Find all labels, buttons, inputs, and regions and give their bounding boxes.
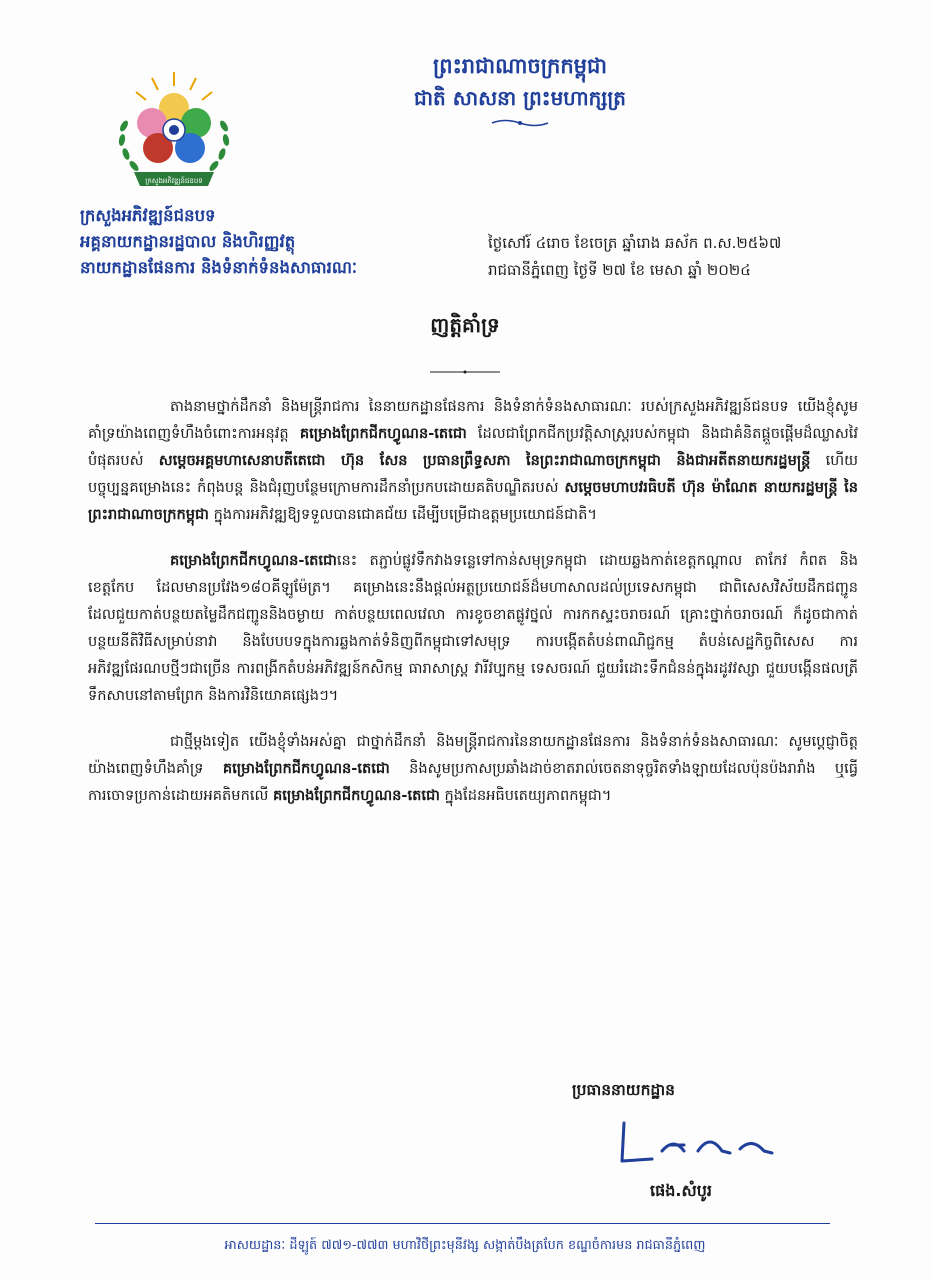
logo-ribbon-text: ក្រសួងអភិវឌ្ឍន៍ជនបទ bbox=[145, 177, 203, 185]
p1-prime-minister: សម្តេចមហាបវរធិបតី ហ៊ុន ម៉ាណែត នាយករដ្ឋមន្ត្រី នៃព្រះរាជាណាចក្រកម្ពុជា bbox=[88, 479, 858, 523]
p1-text-g: ក្នុងការអភិវឌ្ឍឱ្យទទួលបានជោគជ័យ ដើម្បីបម្រើជាឧត្តមប្រយោជន៍ជាតិ។ bbox=[208, 506, 597, 523]
footer-divider bbox=[95, 1223, 830, 1224]
p3-project-name: គម្រោងព្រែកជីកហ្វូណន-តេជោ bbox=[222, 760, 390, 777]
signatory-role: ប្រធាននាយកដ្ឋាន bbox=[572, 1081, 676, 1099]
title-underline-icon bbox=[430, 368, 500, 376]
paragraph-3 bbox=[88, 728, 858, 809]
p2-text-b: នេះ តភ្ជាប់ផ្លូវទឹកវាងទន្លេទៅកាន់សមុទ្រកម្ពុជា ដោយឆ្លងកាត់ខេត្តកណ្ដាល តាកែវ កំពត និងខេត្តកែប ដែលមានប្រវែង១៨០គីឡូម៉ែត្រ។ គម្រោងនេះនឹងផ្តល់អត្ថប្រយោជន៍ដ៏មហាសាលដល់ប្រទេសកម្ពុជា ជាពិសេសវិស័យដឹកជញ្ជូន ដែលជួយកាត់បន្ថយតម្លៃដឹកជញ្ជូននិងចម្ងាយ កាត់បន្ថយពេលវេលា ការខូចខាតផ្លូវថ្នល់ ការកកស្ទះចរាចរណ៍ គ្រោះថ្នាក់ចរាចរណ៍ ក៏ដូចជាកាត់បន្ថយនីតិវិធីសម្រាប់នាវា និងបែបបទក្នុងការឆ្លងកាត់ទំនិញពីកម្ពុជាទៅសមុទ្រ ការបង្កើតតំបន់ពាណិជ្ជកម្ម តំបន់សេដ្ឋកិច្ចពិសេស ការអភិវឌ្ឍផែរណបថ្មីៗជាច្រើន ការពង្រីកតំបន់អភិវឌ្ឍន៍កសិកម្ម ធារាសាស្ត្រ វារីវប្បកម្ម ទេសចរណ៍ ជួយរំដោះទឹកជំនន់ក្នុងរដូវវស្សា ជួយបង្កើនផលត្រីទឹកសាបនៅតាមព្រែក និងការវិនិយោគផ្សេងៗ។ bbox=[88, 552, 858, 704]
signatory-name: ផេង.សំបូរ bbox=[650, 1181, 712, 1200]
ornament-divider-icon bbox=[490, 118, 550, 128]
kingdom-heading bbox=[370, 50, 670, 128]
general-department: អគ្គនាយកដ្ឋានរដ្ឋបាល និងហិរញ្ញវត្ថុ bbox=[80, 232, 296, 251]
p2-project-name: គម្រោងព្រែកជីកហ្វូណន-តេជោ bbox=[170, 552, 337, 569]
footer-address: អាសយដ្ឋានៈ ដីឡូត៍ ៧៧១-៧៧៣ មហាវិថីព្រះមុនីវង្ស សង្កាត់បឹងត្របែក ខណ្ឌចំការមន រាជធានីភ្នំពេញ bbox=[224, 1238, 706, 1253]
paragraph-1 bbox=[88, 393, 858, 528]
date-block bbox=[488, 230, 898, 284]
document-title: ញត្តិគាំទ្រ bbox=[430, 313, 500, 337]
kingdom-name: ព្រះរាជាណាចក្រកម្ពុជា bbox=[432, 54, 607, 78]
p1-senate-president: សម្តេចអគ្គមហាសេនាបតីតេជោ ហ៊ុន សែន ប្រធានព្រឹទ្ធសភា នៃព្រះរាជាណាចក្រកម្ពុជា និងជាអតីតនាយករដ្ឋមន្ត្រី bbox=[158, 452, 811, 469]
document-body bbox=[88, 393, 858, 828]
lunar-date: ថ្ងៃសៅរ៍ ៤រោច ខែចេត្រ ឆ្នាំរោង ឆស័ក ព.ស.២៥៦៧ bbox=[488, 234, 782, 252]
p1-project-name: គម្រោងព្រែកជីកហ្វូណន-តេជោ bbox=[299, 425, 467, 442]
handwritten-signature-icon bbox=[612, 1115, 792, 1170]
p3-text-c: និងសូមប្រកាសប្រឆាំងដាច់ខាតរាល់ចេតនាទុច្ចរិតទាំងឡាយដែលប៉ុនប៉ងរារាំង ឬធ្វើការចោទប្រកាន់ដោយអគតិមកលើ bbox=[88, 760, 858, 804]
solar-date: រាជធានីភ្នំពេញ ថ្ងៃទី ២៧ ខែ មេសា ឆ្នាំ ២០២៤ bbox=[488, 261, 751, 279]
ministry-name: ក្រសួងអភិវឌ្ឍន៍ជនបទ bbox=[80, 206, 216, 225]
national-motto: ជាតិ សាសនា ព្រះមហាក្សត្រ bbox=[414, 86, 626, 110]
ministry-logo-icon bbox=[108, 68, 240, 198]
p1-text-a: តាងនាមថ្នាក់ដឹកនាំ និងមន្ត្រីរាជការ នៃនាយកដ្ឋានផែនការ និងទំនាក់ទំនងសាធារណៈ របស់ក្រសួងអភិវឌ្ឍន៍ជនបទ យើងខ្ញុំសូមគាំទ្រយ៉ាងពេញទំហឹងចំពោះការអនុវត្ត bbox=[88, 398, 858, 442]
p1-text-c: ដែលជាព្រែកជីកប្រវត្តិសាស្ត្ររបស់កម្ពុជា និងជាគំនិតផ្តួចផ្តើមដ៏ឈ្លាសវៃបំផុតរបស់ bbox=[88, 425, 858, 469]
p3-project-name-2: គម្រោងព្រែកជីកហ្វូណន-តេជោ bbox=[273, 787, 440, 804]
department-name: នាយកដ្ឋានផែនការ និងទំនាក់ទំនងសាធារណៈ bbox=[80, 258, 358, 277]
p3-text-e: ក្នុងដែនអធិបតេយ្យភាពកម្ពុជា។ bbox=[439, 787, 612, 804]
p3-text-a: ជាថ្មីម្តងទៀត យើងខ្ញុំទាំងអស់គ្នា ជាថ្នាក់ដឹកនាំ និងមន្ត្រីរាជការនៃនាយកដ្ឋានផែនការ និងទំនាក់ទំនងសាធារណៈ សូមប្តេជ្ញាចិត្តយ៉ាងពេញទំហឹងគាំទ្រ bbox=[88, 733, 858, 777]
p1-text-e: ហើយបច្ចុប្បន្នគម្រោងនេះ កំពុងបន្ត និងជំរុញបន្ថែមក្រោមការដឹកនាំប្រកបដោយគតិបណ្ឌិតរបស់ bbox=[88, 452, 858, 496]
paragraph-2 bbox=[88, 547, 858, 709]
ministry-block bbox=[80, 203, 400, 281]
